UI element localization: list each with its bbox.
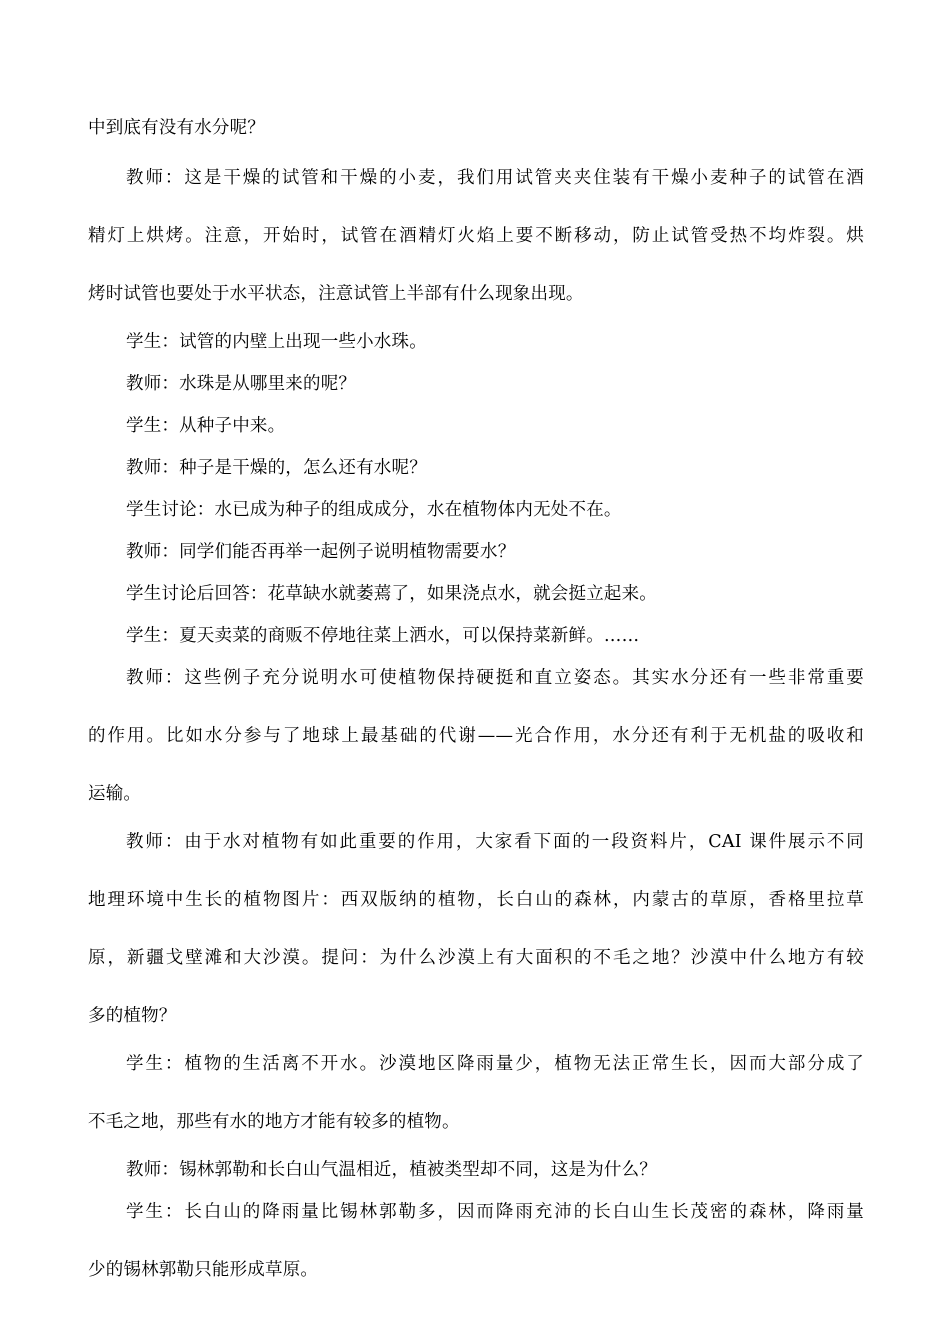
paragraph-line: 学生：试管的内壁上出现一些小水珠。 [126,332,427,352]
paragraph-line: 教师：水珠是从哪里来的呢？ [126,374,357,394]
paragraph-line: 学生：长白山的降雨量比锡林郭勒多，因而降雨充沛的长白山生长茂密的森林，降雨量 [126,1202,864,1222]
paragraph-line: 运输。 [88,784,142,804]
paragraph-line: 教师：这些例子充分说明水可使植物保持硬挺和直立姿态。其实水分还有一些非常重要 [126,668,864,688]
paragraph-line: 教师：由于水对植物有如此重要的作用，大家看下面的一段资料片，CAI 课件展示不同 [126,832,864,852]
paragraph-line: 不毛之地，那些有水的地方才能有较多的植物。 [88,1112,460,1132]
paragraph-line: 学生讨论后回答：花草缺水就萎蔫了，如果浇点水，就会挺立起来。 [126,584,657,604]
paragraph-line: 教师：同学们能否再举一起例子说明植物需要水？ [126,542,516,562]
paragraph-line: 教师：锡林郭勒和长白山气温相近，植被类型却不同，这是为什么？ [126,1160,657,1180]
paragraph-line: 学生：从种子中来。 [126,416,286,436]
paragraph-line: 学生：植物的生活离不开水。沙漠地区降雨量少，植物无法正常生长，因而大部分成了 [126,1054,864,1074]
paragraph-line: 学生：夏天卖菜的商贩不停地往菜上洒水，可以保持菜新鲜。…… [126,626,640,646]
paragraph-line: 少的锡林郭勒只能形成草原。 [88,1260,319,1280]
paragraph-line: 地理环境中生长的植物图片：西双版纳的植物，长白山的森林，内蒙古的草原，香格里拉草 [88,890,864,910]
paragraph-line: 多的植物？ [88,1006,177,1026]
paragraph-line: 学生讨论：水已成为种子的组成成分，水在植物体内无处不在。 [126,500,622,520]
paragraph-line: 原，新疆戈壁滩和大沙漠。提问：为什么沙漠上有大面积的不毛之地？沙漠中什么地方有较 [88,948,864,968]
paragraph-line: 教师：这是干燥的试管和干燥的小麦，我们用试管夹夹住装有干燥小麦种子的试管在酒 [126,168,864,188]
paragraph-line: 的作用。比如水分参与了地球上最基础的代谢——光合作用，水分还有利于无机盐的吸收和 [88,726,864,746]
paragraph-line: 教师：种子是干燥的，怎么还有水呢？ [126,458,427,478]
paragraph-line: 精灯上烘烤。注意，开始时，试管在酒精灯火焰上要不断移动，防止试管受热不均炸裂。烘 [88,226,864,246]
paragraph-line: 烤时试管也要处于水平状态，注意试管上半部有什么现象出现。 [88,284,584,304]
paragraph-line: 中到底有没有水分呢？ [88,118,265,138]
